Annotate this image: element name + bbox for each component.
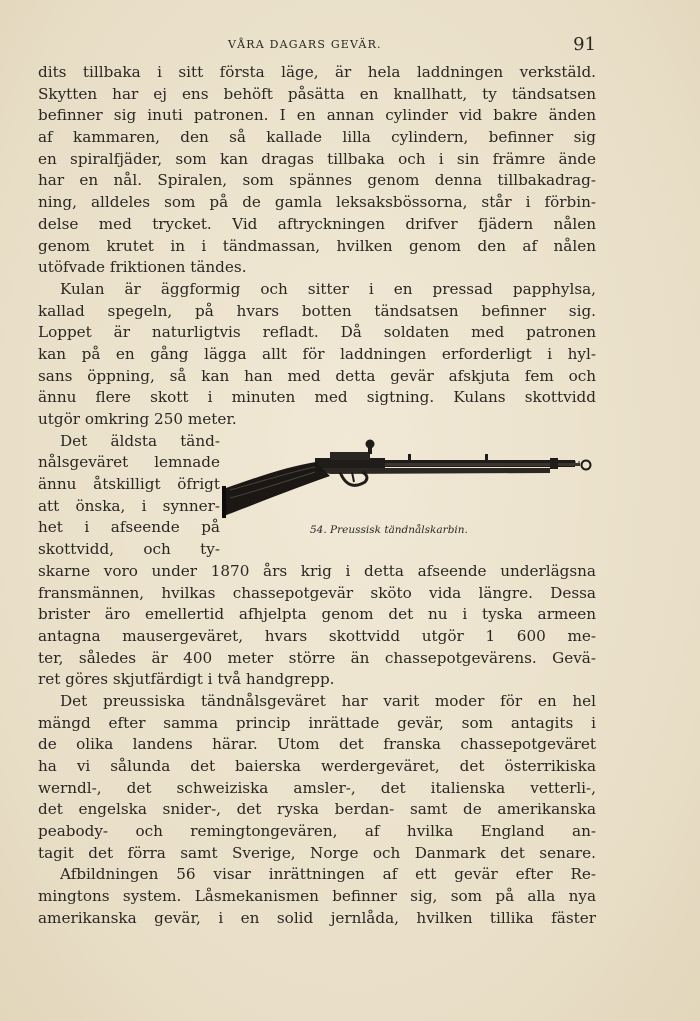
text-line: Kulan är äggformig och sitter i en pressad papphylsa,: [60, 279, 596, 298]
page-number: 91: [573, 34, 596, 55]
text-line: delse med trycket. Vid aftryckningen drifver fjädern nålen: [38, 214, 596, 233]
text-line: skarne voro under 1870 års krig i detta afseende underlägsna: [38, 561, 596, 580]
text-line: det engelska snider-, det ryska berdan- samt de amerikanska: [38, 800, 596, 819]
text-line: af kammaren, den så kallade lilla cylindern, befinner sig: [38, 128, 596, 147]
text-line: en spiralfjäder, som kan dragas tillbaka och i sin främre ände: [38, 149, 596, 168]
text-line: dits tillbaka i sitt första läge, är hela laddningen verkstäld.: [38, 63, 596, 81]
text-line: Afbildningen 56 visar inrättningen af ett gevär efter Re-: [60, 865, 596, 884]
text-line: peabody- och remingtongevären, af hvilka England an-: [38, 822, 596, 841]
text-line: att önska, i synner-: [38, 496, 220, 515]
text-line: mingtons system. Låsmekanismen befinner sig, som på alla nya: [38, 887, 596, 906]
text-line: mängd efter samma princip inrättade gevär, som antagits i: [38, 713, 596, 732]
text-line: amerikanska gevär, i en solid jernlåda, hvilken tillika fäster: [38, 908, 596, 927]
text-line: werndl-, det schweiziska amsler-, det italienska vetterli-,: [38, 778, 596, 797]
text-line: genom krutet in i tändmassan, hvilken genom den af nålen: [38, 236, 596, 255]
text-line: nålsgeväret lemnade: [38, 453, 220, 472]
text-line: skottvidd, och ty-: [38, 540, 220, 559]
figure: [220, 432, 605, 542]
text-line: ning, alldeles som på de gamla leksaksbössorna, står i förbin-: [38, 193, 596, 212]
running-head: VÅRA DAGARS GEVÄR.: [228, 38, 382, 51]
text-line: kallad spegeln, på hvars botten tändsatsen befinner sig.: [38, 301, 596, 320]
text-line: tagit det förra samt Sverige, Norge och Danmark det senare.: [38, 843, 596, 862]
text-line: har en nål. Spiralen, som spännes genom denna tillbakadrag-: [38, 171, 596, 190]
text-line: Det äldsta tänd-: [60, 431, 220, 450]
text-line: ter, således är 400 meter större än chassepotgevärens. Gevä-: [38, 648, 596, 667]
text-line: antagna mausergeväret, hvars skottvidd utgör 1 600 me-: [38, 626, 596, 645]
text-line: Skytten har ej ens behöft påsätta en knallhatt, ty tändsatsen: [38, 84, 596, 103]
text-line: ännu åtskilligt öfrigt: [38, 475, 220, 494]
text-line: fransmännen, hvilkas chassepotgevär sköto vida längre. Dessa: [38, 583, 596, 602]
text-line: de olika landens härar. Utom det franska chassepotgeväret: [38, 735, 596, 754]
text-line: ännu flere skott i minuten med sigtning. Kulans skottvidd: [38, 388, 596, 407]
rifle-illustration: [220, 432, 605, 524]
text-line: Det preussiska tändnålsgeväret har varit moder för en hel: [60, 691, 596, 710]
figure-caption: 54. Preussisk tändnålskarbin.: [310, 524, 468, 536]
page-header: [38, 34, 596, 56]
text-line: het i afseende på: [38, 518, 220, 537]
text-line: ret göres skjutfärdigt i två handgrepp.: [38, 670, 335, 689]
text-line: sans öppning, så kan han med detta gevär afskjuta fem och: [38, 366, 596, 385]
text-line: kan på en gång lägga allt för laddningen erforderligt i hyl-: [38, 344, 596, 363]
text-line: ha vi sålunda det baierska werdergeväret, det österrikiska: [38, 757, 596, 775]
text-line: befinner sig inuti patronen. I en annan cylinder vid bakre änden: [38, 106, 596, 125]
text-line: Loppet är naturligtvis refladt. Då soldaten med patronen: [38, 323, 596, 342]
text-line: brister äro emellertid afhjelpta genom det nu i tyska armeen: [38, 605, 596, 624]
text-line: utöfvade friktionen tändes.: [38, 258, 247, 277]
text-line: utgör omkring 250 meter.: [38, 410, 237, 428]
